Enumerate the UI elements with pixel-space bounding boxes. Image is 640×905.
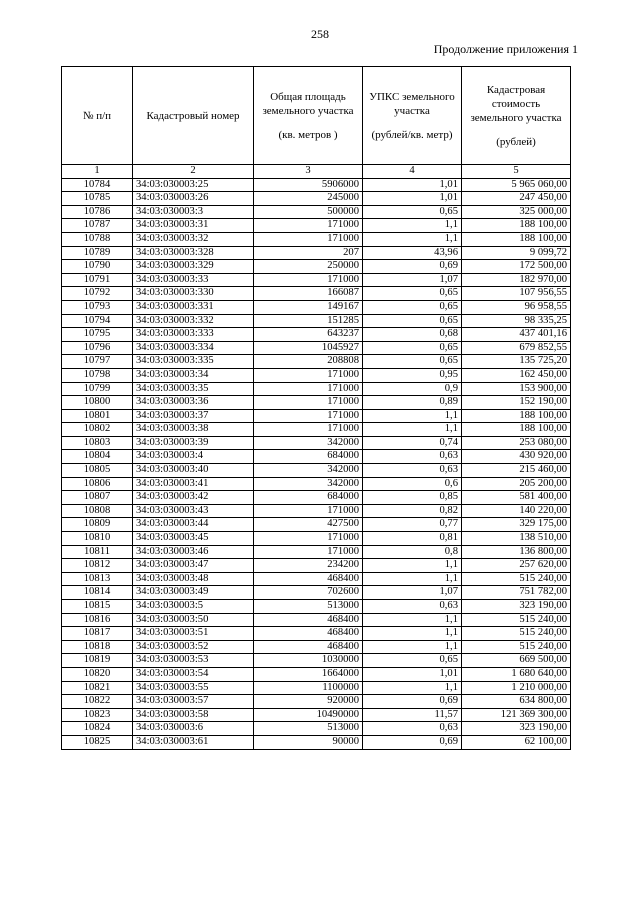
table-row (62, 722, 571, 736)
table-row (62, 300, 571, 314)
cadastral-value: 1 210 000,00 (462, 681, 571, 695)
cadastral-number: 34:03:030003:42 (133, 491, 254, 505)
land-area: 149167 (254, 300, 363, 314)
cadastral-number: 34:03:030003:25 (133, 178, 254, 192)
cadastral-value: 96 958,55 (462, 300, 571, 314)
upks-value: 0,69 (363, 735, 462, 749)
table-row (62, 477, 571, 491)
cadastral-number: 34:03:030003:5 (133, 600, 254, 614)
land-area: 171000 (254, 219, 363, 233)
cadastral-number: 34:03:030003:4 (133, 450, 254, 464)
cadastral-number: 34:03:030003:44 (133, 518, 254, 532)
cadastral-value: 182 970,00 (462, 273, 571, 287)
cadastral-value: 329 175,00 (462, 518, 571, 532)
cadastral-value: 751 782,00 (462, 586, 571, 600)
land-area: 171000 (254, 409, 363, 423)
upks-value: 0,9 (363, 382, 462, 396)
table-row (62, 518, 571, 532)
cadastral-number: 34:03:030003:39 (133, 436, 254, 450)
cadastral-value: 515 240,00 (462, 627, 571, 641)
land-area: 513000 (254, 722, 363, 736)
cadastral-value: 188 100,00 (462, 409, 571, 423)
cadastral-number: 34:03:030003:6 (133, 722, 254, 736)
table-row (62, 708, 571, 722)
row-number: 10817 (62, 627, 133, 641)
cadastral-number: 34:03:030003:57 (133, 695, 254, 709)
table-row (62, 640, 571, 654)
row-number: 10787 (62, 219, 133, 233)
header-area (254, 67, 363, 165)
land-area: 171000 (254, 396, 363, 410)
upks-value: 1,01 (363, 192, 462, 206)
header-upks (363, 67, 462, 165)
header-cadastral-value-unit: (рублей) (496, 135, 536, 148)
table-row (62, 355, 571, 369)
column-number: 2 (133, 165, 254, 179)
land-area: 1100000 (254, 681, 363, 695)
cadastral-number: 34:03:030003:45 (133, 532, 254, 546)
row-number: 10794 (62, 314, 133, 328)
upks-value: 0,85 (363, 491, 462, 505)
land-area: 171000 (254, 545, 363, 559)
cadastral-value: 215 460,00 (462, 464, 571, 478)
upks-value: 0,63 (363, 600, 462, 614)
cadastral-number: 34:03:030003:38 (133, 423, 254, 437)
cadastral-number: 34:03:030003:61 (133, 735, 254, 749)
column-number: 4 (363, 165, 462, 179)
row-number: 10811 (62, 545, 133, 559)
upks-value: 0,81 (363, 532, 462, 546)
cadastral-number: 34:03:030003:335 (133, 355, 254, 369)
row-number: 10804 (62, 450, 133, 464)
cadastral-value: 140 220,00 (462, 504, 571, 518)
upks-value: 1,1 (363, 423, 462, 437)
upks-value: 1,07 (363, 273, 462, 287)
header-upks-unit: (рублей/кв. метр) (371, 128, 453, 141)
table-row (62, 559, 571, 573)
table-row (62, 695, 571, 709)
table-row (62, 423, 571, 437)
cadastral-number: 34:03:030003:333 (133, 328, 254, 342)
row-number: 10820 (62, 667, 133, 681)
table-row (62, 572, 571, 586)
table-row (62, 436, 571, 450)
row-number: 10819 (62, 654, 133, 668)
upks-value: 0,63 (363, 450, 462, 464)
table-row (62, 504, 571, 518)
upks-value: 0,63 (363, 464, 462, 478)
cadastral-number: 34:03:030003:331 (133, 300, 254, 314)
cadastral-number: 34:03:030003:31 (133, 219, 254, 233)
row-number: 10802 (62, 423, 133, 437)
cadastral-value: 634 800,00 (462, 695, 571, 709)
table-body (62, 178, 571, 749)
land-area: 342000 (254, 464, 363, 478)
land-area: 643237 (254, 328, 363, 342)
cadastral-number: 34:03:030003:332 (133, 314, 254, 328)
table-row (62, 735, 571, 749)
upks-value: 0,63 (363, 722, 462, 736)
cadastral-number: 34:03:030003:58 (133, 708, 254, 722)
upks-value: 0,82 (363, 504, 462, 518)
row-number: 10805 (62, 464, 133, 478)
cadastral-number: 34:03:030003:36 (133, 396, 254, 410)
cadastral-value: 62 100,00 (462, 735, 571, 749)
cadastral-value: 257 620,00 (462, 559, 571, 573)
upks-value: 0,65 (363, 314, 462, 328)
land-area: 342000 (254, 436, 363, 450)
upks-value: 1,1 (363, 232, 462, 246)
cadastral-number: 34:03:030003:3 (133, 205, 254, 219)
row-number: 10800 (62, 396, 133, 410)
table-row (62, 667, 571, 681)
upks-value: 1,01 (363, 667, 462, 681)
row-number: 10822 (62, 695, 133, 709)
land-area: 171000 (254, 532, 363, 546)
row-number: 10809 (62, 518, 133, 532)
cadastral-value: 188 100,00 (462, 219, 571, 233)
land-area: 171000 (254, 423, 363, 437)
table-row (62, 232, 571, 246)
cadastral-value: 205 200,00 (462, 477, 571, 491)
cadastral-value: 325 000,00 (462, 205, 571, 219)
land-area: 513000 (254, 600, 363, 614)
cadastral-value: 188 100,00 (462, 232, 571, 246)
row-number: 10793 (62, 300, 133, 314)
row-number: 10788 (62, 232, 133, 246)
upks-value: 1,1 (363, 572, 462, 586)
row-number: 10808 (62, 504, 133, 518)
row-number: 10789 (62, 246, 133, 260)
row-number: 10812 (62, 559, 133, 573)
land-area: 90000 (254, 735, 363, 749)
cadastral-value: 581 400,00 (462, 491, 571, 505)
land-area: 208808 (254, 355, 363, 369)
row-number: 10810 (62, 532, 133, 546)
table-row (62, 368, 571, 382)
upks-value: 11,57 (363, 708, 462, 722)
table-row (62, 205, 571, 219)
cadastral-value: 172 500,00 (462, 260, 571, 274)
cadastral-number: 34:03:030003:34 (133, 368, 254, 382)
upks-value: 1,07 (363, 586, 462, 600)
land-area: 468400 (254, 640, 363, 654)
upks-value: 0,6 (363, 477, 462, 491)
cadastral-number: 34:03:030003:26 (133, 192, 254, 206)
cadastral-value: 515 240,00 (462, 613, 571, 627)
cadastral-value: 152 190,00 (462, 396, 571, 410)
row-number: 10823 (62, 708, 133, 722)
table-row (62, 532, 571, 546)
cadastral-value: 162 450,00 (462, 368, 571, 382)
cadastral-value: 121 369 300,00 (462, 708, 571, 722)
row-number: 10816 (62, 613, 133, 627)
land-area: 702600 (254, 586, 363, 600)
table-row (62, 178, 571, 192)
table-row (62, 600, 571, 614)
header-cadastral-number-label: Кадастровый номер (146, 109, 240, 122)
upks-value: 43,96 (363, 246, 462, 260)
table-row (62, 192, 571, 206)
row-number: 10813 (62, 572, 133, 586)
cadastral-value: 253 080,00 (462, 436, 571, 450)
land-area: 234200 (254, 559, 363, 573)
row-number: 10814 (62, 586, 133, 600)
cadastral-value: 247 450,00 (462, 192, 571, 206)
cadastral-number: 34:03:030003:46 (133, 545, 254, 559)
table-row (62, 464, 571, 478)
land-area: 1045927 (254, 341, 363, 355)
column-number: 3 (254, 165, 363, 179)
land-area: 171000 (254, 232, 363, 246)
row-number: 10786 (62, 205, 133, 219)
header-number-label: № п/п (82, 109, 112, 122)
page-number: 258 (311, 27, 329, 41)
row-number: 10799 (62, 382, 133, 396)
cadastral-value: 107 956,55 (462, 287, 571, 301)
cadastral-value: 9 099,72 (462, 246, 571, 260)
table-row (62, 273, 571, 287)
table-row (62, 545, 571, 559)
row-number: 10803 (62, 436, 133, 450)
cadastral-table (61, 66, 571, 750)
row-number: 10797 (62, 355, 133, 369)
cadastral-number: 34:03:030003:329 (133, 260, 254, 274)
header-row (62, 67, 571, 165)
table-row (62, 654, 571, 668)
cadastral-value: 153 900,00 (462, 382, 571, 396)
row-number: 10801 (62, 409, 133, 423)
land-area: 245000 (254, 192, 363, 206)
table-row (62, 627, 571, 641)
cadastral-value: 515 240,00 (462, 640, 571, 654)
row-number: 10825 (62, 735, 133, 749)
table-row (62, 287, 571, 301)
upks-value: 0,68 (363, 328, 462, 342)
column-number-row (62, 165, 571, 179)
cadastral-value: 323 190,00 (462, 600, 571, 614)
column-number: 1 (62, 165, 133, 179)
land-area: 684000 (254, 450, 363, 464)
table-row (62, 260, 571, 274)
upks-value: 0,69 (363, 695, 462, 709)
row-number: 10795 (62, 328, 133, 342)
table-row (62, 314, 571, 328)
row-number: 10815 (62, 600, 133, 614)
land-area: 10490000 (254, 708, 363, 722)
upks-value: 1,1 (363, 409, 462, 423)
header-area-unit: (кв. метров ) (278, 128, 338, 141)
land-area: 427500 (254, 518, 363, 532)
land-area: 171000 (254, 273, 363, 287)
land-area: 171000 (254, 368, 363, 382)
cadastral-number: 34:03:030003:40 (133, 464, 254, 478)
cadastral-value: 136 800,00 (462, 545, 571, 559)
header-upks-label: УПКС земельного участка (369, 90, 455, 117)
cadastral-number: 34:03:030003:51 (133, 627, 254, 641)
land-area: 342000 (254, 477, 363, 491)
row-number: 10821 (62, 681, 133, 695)
cadastral-value: 138 510,00 (462, 532, 571, 546)
land-area: 468400 (254, 627, 363, 641)
land-area: 1664000 (254, 667, 363, 681)
upks-value: 1,1 (363, 559, 462, 573)
cadastral-number: 34:03:030003:47 (133, 559, 254, 573)
land-area: 166087 (254, 287, 363, 301)
upks-value: 0,95 (363, 368, 462, 382)
cadastral-value: 437 401,16 (462, 328, 571, 342)
upks-value: 1,1 (363, 219, 462, 233)
upks-value: 1,01 (363, 178, 462, 192)
cadastral-number: 34:03:030003:50 (133, 613, 254, 627)
upks-value: 0,65 (363, 205, 462, 219)
upks-value: 1,1 (363, 613, 462, 627)
row-number: 10784 (62, 178, 133, 192)
row-number: 10792 (62, 287, 133, 301)
cadastral-number: 34:03:030003:35 (133, 382, 254, 396)
upks-value: 0,65 (363, 654, 462, 668)
cadastral-number: 34:03:030003:328 (133, 246, 254, 260)
row-number: 10791 (62, 273, 133, 287)
land-area: 171000 (254, 382, 363, 396)
table-row (62, 681, 571, 695)
land-area: 468400 (254, 613, 363, 627)
row-number: 10824 (62, 722, 133, 736)
land-area: 1030000 (254, 654, 363, 668)
land-area: 207 (254, 246, 363, 260)
table-row (62, 246, 571, 260)
land-area: 468400 (254, 572, 363, 586)
cadastral-number: 34:03:030003:52 (133, 640, 254, 654)
cadastral-number: 34:03:030003:334 (133, 341, 254, 355)
header-cadastral-value-label: Кадастровая стоимость земельного участка (470, 83, 562, 124)
land-area: 5906000 (254, 178, 363, 192)
upks-value: 1,1 (363, 627, 462, 641)
upks-value: 0,69 (363, 260, 462, 274)
land-area: 250000 (254, 260, 363, 274)
cadastral-number: 34:03:030003:32 (133, 232, 254, 246)
cadastral-value: 98 335,25 (462, 314, 571, 328)
cadastral-number: 34:03:030003:53 (133, 654, 254, 668)
land-area: 684000 (254, 491, 363, 505)
land-area: 171000 (254, 504, 363, 518)
cadastral-number: 34:03:030003:33 (133, 273, 254, 287)
row-number: 10785 (62, 192, 133, 206)
cadastral-number: 34:03:030003:55 (133, 681, 254, 695)
upks-value: 0,89 (363, 396, 462, 410)
cadastral-number: 34:03:030003:54 (133, 667, 254, 681)
cadastral-value: 669 500,00 (462, 654, 571, 668)
cadastral-value: 135 725,20 (462, 355, 571, 369)
upks-value: 1,1 (363, 640, 462, 654)
table-row (62, 396, 571, 410)
cadastral-value: 430 920,00 (462, 450, 571, 464)
header-cadastral-value (462, 67, 571, 165)
upks-value: 0,65 (363, 341, 462, 355)
cadastral-number: 34:03:030003:37 (133, 409, 254, 423)
header-area-label: Общая площадь земельного участка (262, 90, 354, 117)
cadastral-value: 5 965 060,00 (462, 178, 571, 192)
row-number: 10807 (62, 491, 133, 505)
upks-value: 1,1 (363, 681, 462, 695)
table-row (62, 613, 571, 627)
cadastral-value: 679 852,55 (462, 341, 571, 355)
table-row (62, 219, 571, 233)
cadastral-number: 34:03:030003:41 (133, 477, 254, 491)
cadastral-value: 1 680 640,00 (462, 667, 571, 681)
table-row (62, 341, 571, 355)
land-area: 500000 (254, 205, 363, 219)
row-number: 10798 (62, 368, 133, 382)
land-area: 151285 (254, 314, 363, 328)
cadastral-number: 34:03:030003:330 (133, 287, 254, 301)
upks-value: 0,65 (363, 355, 462, 369)
continuation-label: Продолжение приложения 1 (433, 42, 578, 56)
cadastral-value: 188 100,00 (462, 423, 571, 437)
table-row (62, 409, 571, 423)
cadastral-number: 34:03:030003:43 (133, 504, 254, 518)
land-area: 920000 (254, 695, 363, 709)
cadastral-value: 323 190,00 (462, 722, 571, 736)
upks-value: 0,65 (363, 287, 462, 301)
header-cadastral-number (133, 67, 254, 165)
header-number (62, 67, 133, 165)
column-number: 5 (462, 165, 571, 179)
row-number: 10790 (62, 260, 133, 274)
upks-value: 0,8 (363, 545, 462, 559)
cadastral-number: 34:03:030003:48 (133, 572, 254, 586)
table-row (62, 491, 571, 505)
table-row (62, 328, 571, 342)
upks-value: 0,65 (363, 300, 462, 314)
row-number: 10806 (62, 477, 133, 491)
row-number: 10818 (62, 640, 133, 654)
table-row (62, 586, 571, 600)
cadastral-value: 515 240,00 (462, 572, 571, 586)
upks-value: 0,74 (363, 436, 462, 450)
table-row (62, 382, 571, 396)
row-number: 10796 (62, 341, 133, 355)
cadastral-number: 34:03:030003:49 (133, 586, 254, 600)
table-row (62, 450, 571, 464)
upks-value: 0,77 (363, 518, 462, 532)
